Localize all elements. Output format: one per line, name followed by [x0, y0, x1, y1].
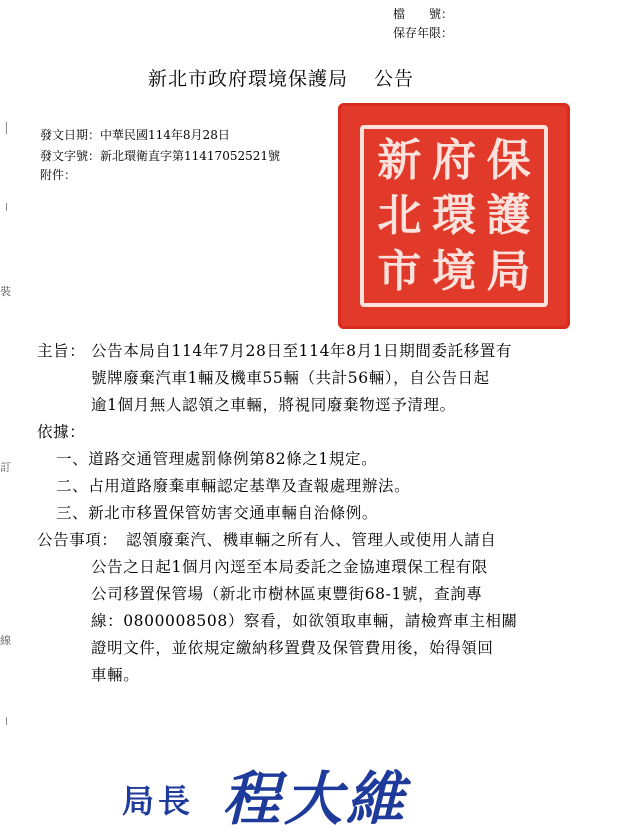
seal-characters — [372, 133, 536, 299]
issue-date-label: 發文日期： — [40, 128, 101, 142]
subject-line: 公告本局自114年7月28日至114年8月1日期間委託移置有 — [91, 342, 512, 360]
attachment-label: 附件： — [40, 168, 77, 182]
basis-label: 依據： — [37, 423, 86, 441]
seal-char: 北 — [377, 190, 422, 242]
binding-mark: 線 — [0, 634, 11, 647]
official-seal — [338, 103, 570, 329]
issue-reference — [40, 147, 280, 165]
agency-name: 新北市政府環境保護局 — [148, 68, 349, 90]
notice-line: 公告之日起1個月內逕至本局委託之金協連環保工程有限 — [91, 558, 488, 576]
seal-char: 局 — [486, 245, 531, 297]
binding-mark: 訂 — [0, 461, 11, 474]
notice-line: 公司移置保管場（新北市樹林區東豐街68-1號，查詢專 — [91, 585, 483, 603]
seal-char: 環 — [431, 190, 476, 242]
issue-ref-label: 發文字號： — [40, 149, 101, 163]
binding-mark: 裝 — [0, 285, 11, 298]
issue-date — [40, 126, 230, 144]
basis-item: 一、道路交通管理處罰條例第82條之1規定。 — [56, 450, 378, 468]
seal-char: 府 — [431, 135, 476, 186]
signature-title: 局長 — [122, 782, 195, 820]
basis-item: 二、占用道路廢棄車輛認定基準及查報處理辦法。 — [56, 477, 411, 495]
subject-line: 逾1個月無人認領之車輛，將視同廢棄物逕予清理。 — [91, 396, 456, 414]
signature-name: 程大維 — [222, 765, 409, 833]
margin-tick — [6, 717, 7, 725]
basis-item: 三、新北市移置保管妨害交通車輛自治條例。 — [56, 504, 379, 522]
issue-date-value: 中華民國114年8月28日 — [100, 128, 230, 142]
margin-tick — [6, 122, 7, 134]
seal-char: 境 — [431, 245, 476, 297]
margin-tick — [6, 203, 7, 211]
notice-line: 線：0800008508）察看，如欲領取車輛，請檢齊車主相關 — [91, 612, 518, 630]
file-number-label: 檔 號： — [393, 7, 454, 21]
notice-label: 公告事項： — [37, 531, 118, 549]
seal-char: 新 — [377, 135, 422, 186]
retention-period-label: 保存年限： — [393, 26, 454, 40]
notice-line: 證明文件，並依規定繳納移置費及保管費用後，始得領回 — [91, 639, 494, 657]
notice-line: 車輛。 — [91, 666, 140, 684]
issue-ref-value: 新北環衛直字第11417052521號 — [100, 149, 280, 163]
subject-label: 主旨： — [37, 342, 86, 360]
seal-char: 保 — [486, 135, 531, 186]
notice-line: 認領廢棄汽、機車輛之所有人、管理人或使用人請自 — [126, 531, 497, 549]
subject-line: 號牌廢棄汽車1輛及機車55輛（共計56輛），自公告日起 — [91, 369, 490, 387]
seal-char: 市 — [377, 245, 422, 297]
seal-char: 護 — [486, 190, 531, 242]
document-type: 公告 — [374, 68, 415, 90]
